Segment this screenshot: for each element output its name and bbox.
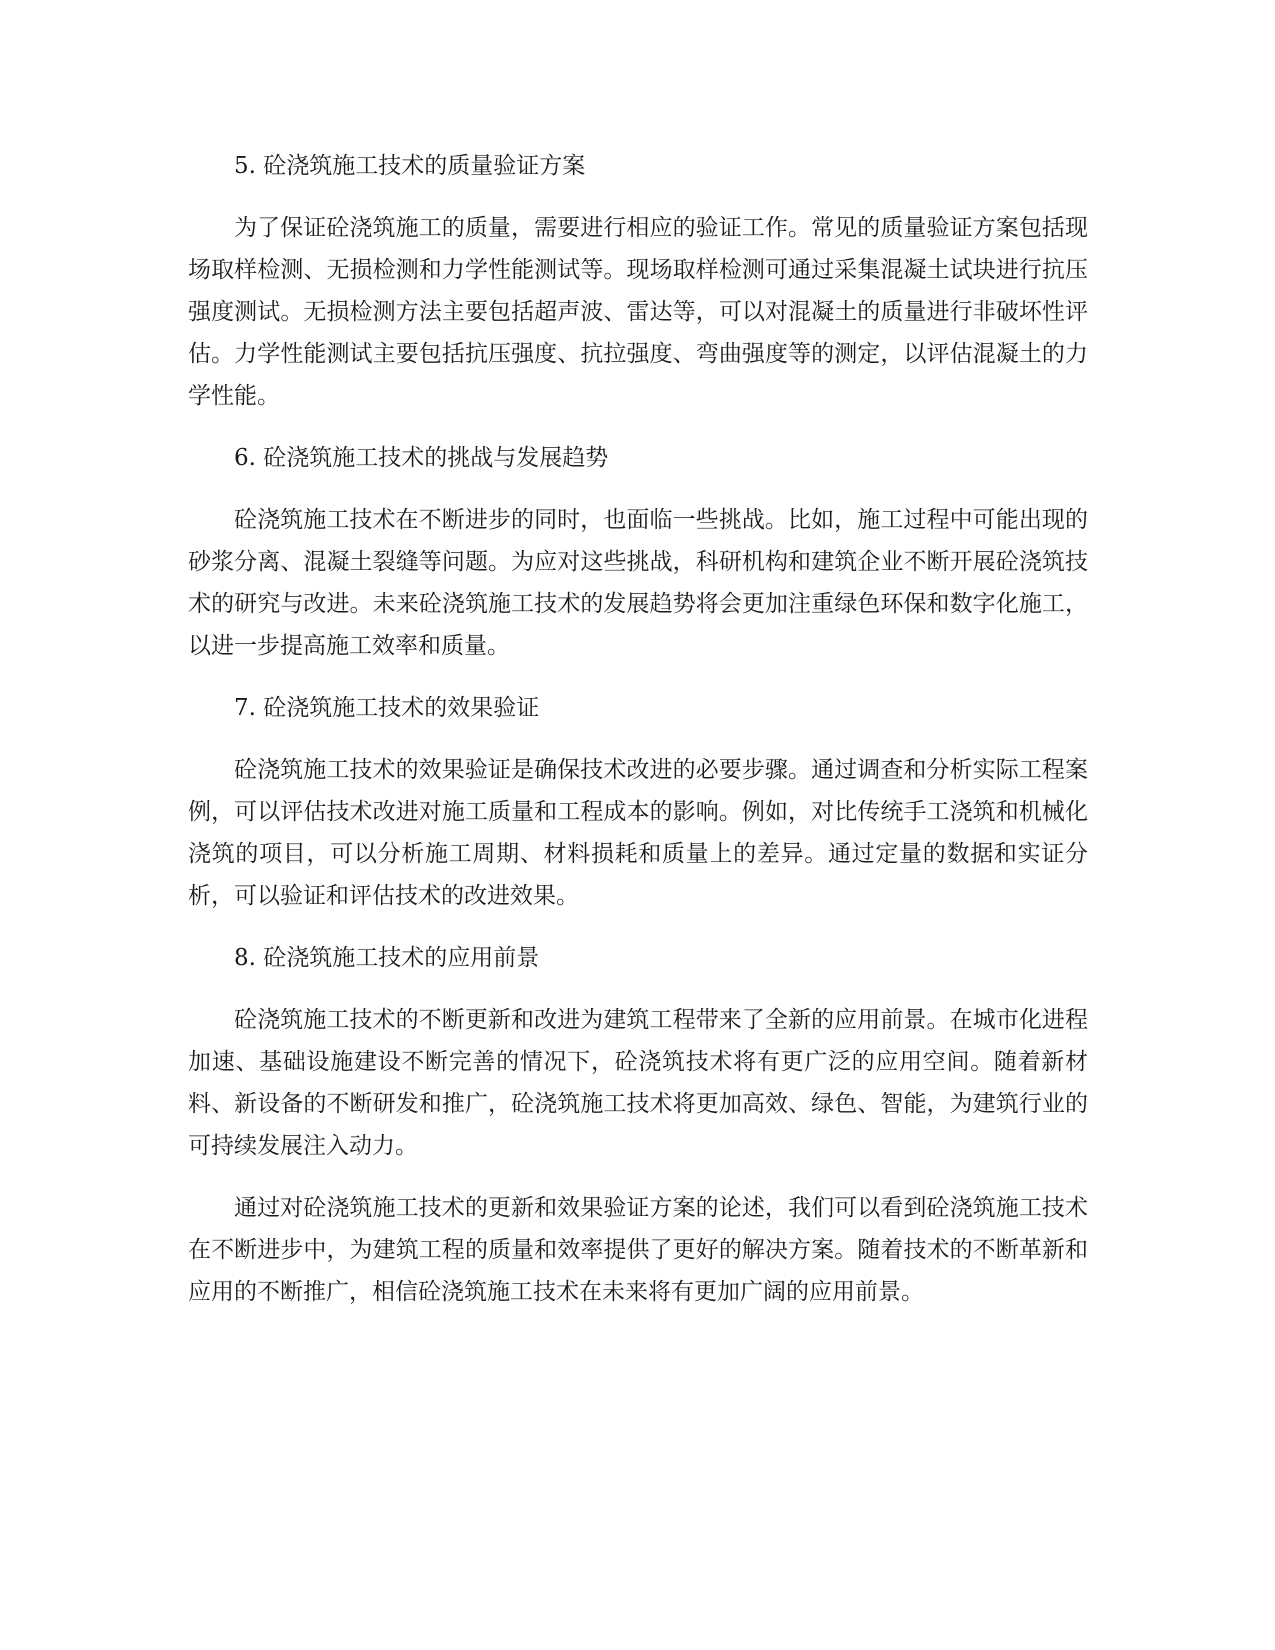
conclusion-paragraph: 通过对砼浇筑施工技术的更新和效果验证方案的论述，我们可以看到砼浇筑施工技术在不断进步中，为建筑工程的质量和效率提供了更好的解决方案。随着技术的不断革新和应用的不断推广，相信砼浇筑施工技术在未来将有更加广阔的应用前景。 [188,1195,1088,1305]
section-heading: 6. 砼浇筑施工技术的挑战与发展趋势 [234,445,609,471]
section-heading: 5. 砼浇筑施工技术的质量验证方案 [234,153,586,179]
document-body [188,145,1088,1333]
section-paragraph: 砼浇筑施工技术的不断更新和改进为建筑工程带来了全新的应用前景。在城市化进程加速、基础设施建设不断完善的情况下，砼浇筑技术将有更广泛的应用空间。随着新材料、新设备的不断研发和推广，砼浇筑施工技术将更加高效、绿色、智能，为建筑行业的可持续发展注入动力。 [188,1007,1088,1159]
section-paragraph: 砼浇筑施工技术的效果验证是确保技术改进的必要步骤。通过调查和分析实际工程案例，可以评估技术改进对施工质量和工程成本的影响。例如，对比传统手工浇筑和机械化浇筑的项目，可以分析施工周期、材料损耗和质量上的差异。通过定量的数据和实证分析，可以验证和评估技术的改进效果。 [188,757,1088,909]
section-heading: 8. 砼浇筑施工技术的应用前景 [234,945,540,971]
section-heading: 7. 砼浇筑施工技术的效果验证 [234,695,540,721]
section-paragraph: 为了保证砼浇筑施工的质量，需要进行相应的验证工作。常见的质量验证方案包括现场取样检测、无损检测和力学性能测试等。现场取样检测可通过采集混凝土试块进行抗压强度测试。无损检测方法主要包括超声波、雷达等，可以对混凝土的质量进行非破坏性评估。力学性能测试主要包括抗压强度、抗拉强度、弯曲强度等的测定，以评估混凝土的力学性能。 [188,215,1088,409]
section-paragraph: 砼浇筑施工技术在不断进步的同时，也面临一些挑战。比如，施工过程中可能出现的砂浆分离、混凝土裂缝等问题。为应对这些挑战，科研机构和建筑企业不断开展砼浇筑技术的研究与改进。未来砼浇筑施工技术的发展趋势将会更加注重绿色环保和数字化施工，以进一步提高施工效率和质量。 [188,507,1088,659]
